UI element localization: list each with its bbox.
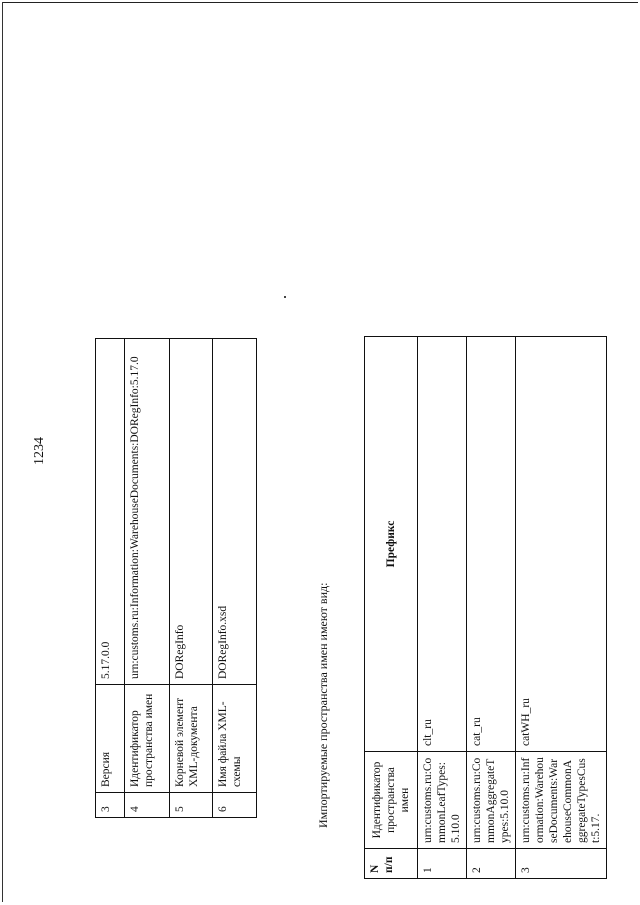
- row-label: Корневой элемент XML-документа: [170, 685, 213, 793]
- table-row: [96, 339, 125, 818]
- row-value: 5.17.0.0: [96, 339, 125, 685]
- row-value: DORegInfo: [170, 339, 213, 685]
- table-row: [170, 339, 213, 818]
- row-label: Идентификатор пространства имен: [125, 685, 170, 793]
- imported-namespaces-table: [364, 336, 607, 879]
- header-namespace-id: Идентификатор пространства имен: [365, 752, 418, 849]
- header-number: N п/п: [365, 849, 418, 879]
- namespace-id: urn:customs.ru:Information:WarehouseDocuments:WarehouseCommonAggregateTypesCust:5.17.: [516, 752, 607, 849]
- namespace-id: urn:customs.ru:CommonLeafTypes:5.10.0: [418, 752, 467, 849]
- row-number: 6: [213, 793, 257, 818]
- table-row: [125, 339, 170, 818]
- row-number: 4: [125, 793, 170, 818]
- namespace-prefix: cat_ru: [467, 337, 516, 752]
- header-prefix: Префикс: [365, 337, 418, 752]
- page-number: 1234: [32, 437, 47, 465]
- imported-namespaces-intro: Импортируемые пространства имен имеют вид:: [316, 582, 330, 828]
- row-label: Версия: [96, 685, 125, 793]
- table-row: [213, 339, 257, 818]
- table-row: [516, 337, 607, 879]
- table-row: [467, 337, 516, 879]
- row-number: 3: [96, 793, 125, 818]
- row-number: 2: [467, 849, 516, 879]
- row-number: 3: [516, 849, 607, 879]
- row-number: 1: [418, 849, 467, 879]
- row-value: urn:customs.ru:Information:WarehouseDocuments:DORegInfo:5.17.0: [125, 339, 170, 685]
- namespace-id: urn:customs.ru:CommonAggregateTypes:5.10.0: [467, 752, 516, 849]
- namespace-prefix: catWH_ru: [516, 337, 607, 752]
- row-number: 5: [170, 793, 213, 818]
- schema-info-table: [95, 338, 257, 818]
- row-value: DORegInfo.xsd: [213, 339, 257, 685]
- table-row: [418, 337, 467, 879]
- namespace-prefix: clt_ru: [418, 337, 467, 752]
- table-header-row: [365, 337, 418, 879]
- row-label: Имя файла XML-схемы: [213, 685, 257, 793]
